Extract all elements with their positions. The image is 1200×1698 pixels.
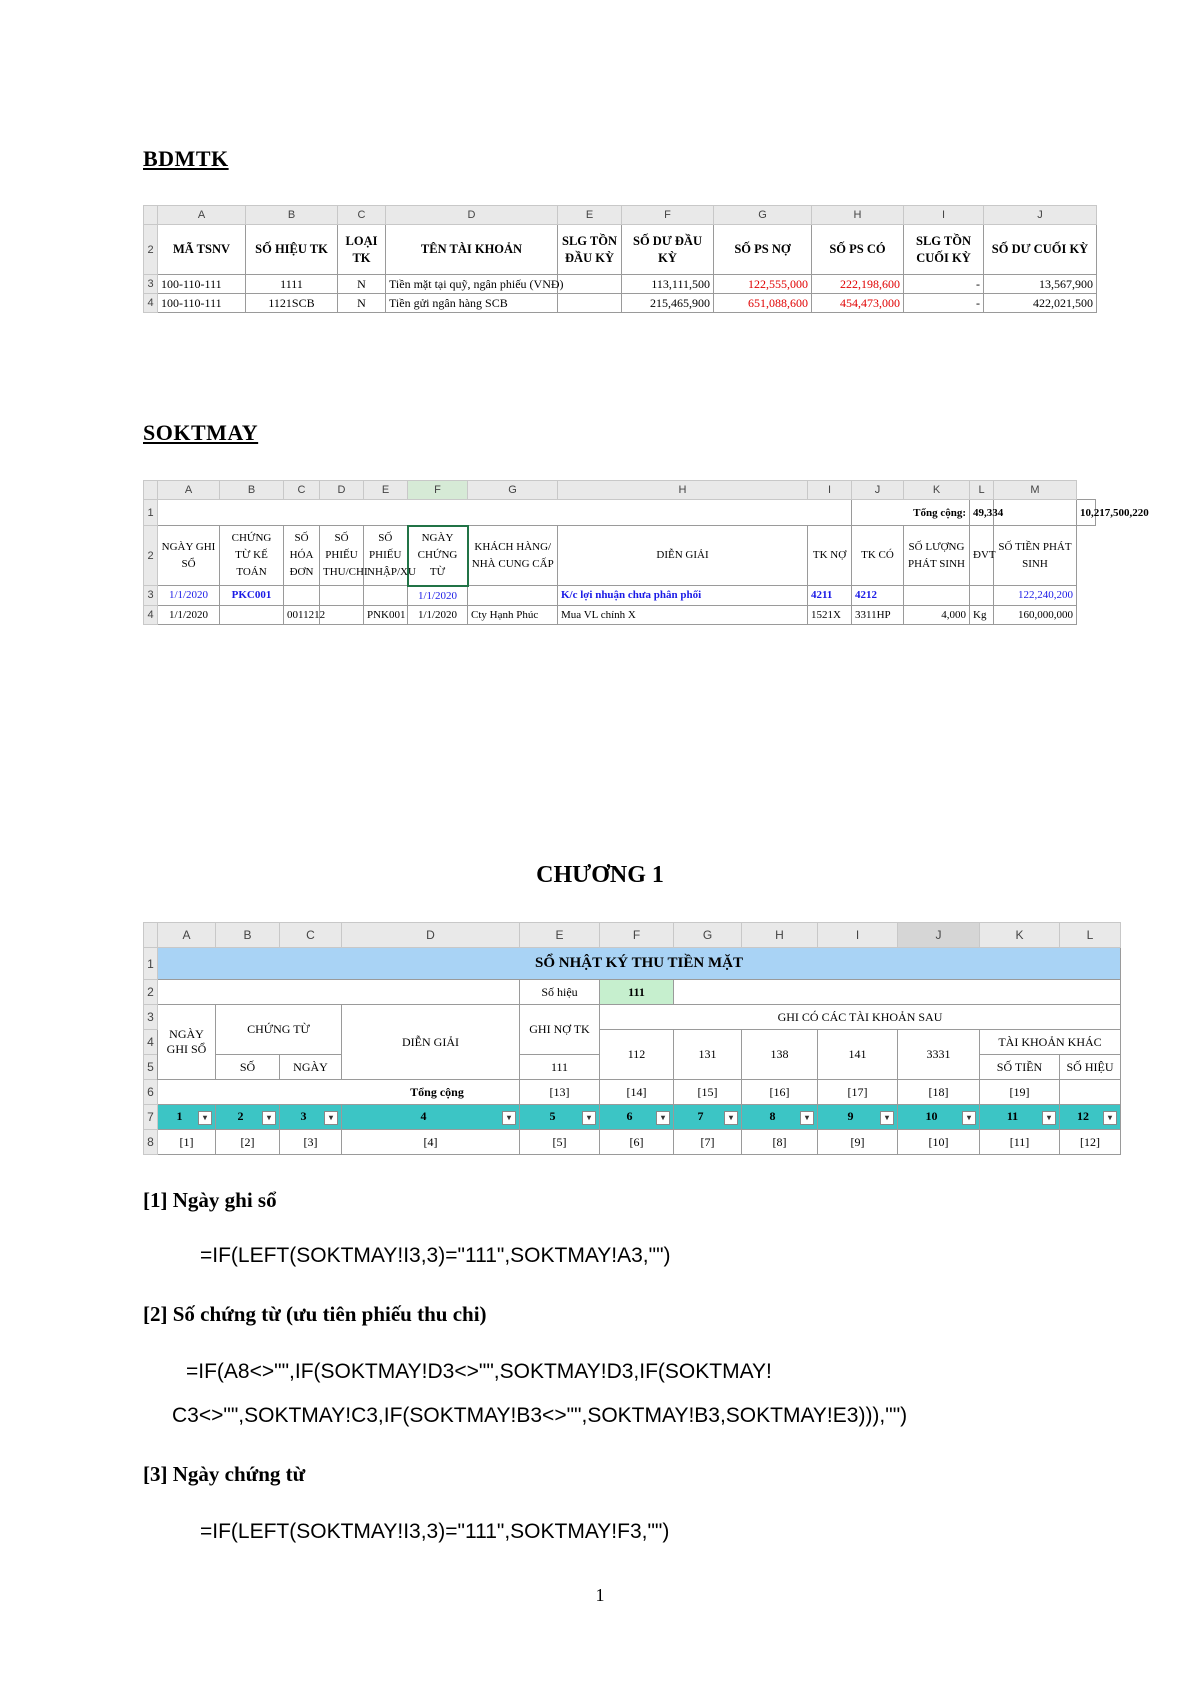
cell[interactable]: 0011212 xyxy=(284,605,320,624)
column-header[interactable]: E xyxy=(364,481,408,500)
header-cell: SỐ HIỆU TK xyxy=(246,225,338,275)
column-header[interactable]: L xyxy=(970,481,994,500)
cell[interactable]: N xyxy=(338,294,386,313)
bdmtk-table xyxy=(143,205,1097,313)
cell[interactable]: 1/1/2020 xyxy=(158,605,220,624)
header-cell: SỐ PS CÓ xyxy=(812,225,904,275)
column-header[interactable]: F xyxy=(622,206,714,225)
row-number[interactable]: 5 xyxy=(144,1055,158,1080)
filter-dropdown-icon[interactable]: ▾ xyxy=(582,1111,596,1125)
formula-ngay-ghi-so: =IF(LEFT(SOKTMAY!I3,3)="111",SOKTMAY!A3,"") xyxy=(200,1244,671,1267)
column-header[interactable]: J xyxy=(898,923,980,948)
row-number[interactable]: 4 xyxy=(144,1030,158,1055)
header-cell: TÊN TÀI KHOẢN xyxy=(386,225,558,275)
column-header[interactable]: A xyxy=(158,206,246,225)
row-number[interactable]: 7 xyxy=(144,1105,158,1130)
header-cell: 111 xyxy=(520,1055,600,1080)
column-number: 11 xyxy=(1006,1109,1019,1123)
filter-column-header[interactable] xyxy=(342,1105,520,1130)
total-ref[interactable]: [14] xyxy=(600,1080,674,1105)
column-header[interactable]: G xyxy=(468,481,558,500)
cell[interactable]: - xyxy=(904,275,984,294)
cell[interactable] xyxy=(994,500,1077,526)
ref-cell[interactable]: [10] xyxy=(898,1130,980,1155)
filter-column-header[interactable] xyxy=(818,1105,898,1130)
filter-dropdown-icon[interactable]: ▾ xyxy=(262,1111,276,1125)
header-cell: SỐ PS NỢ xyxy=(714,225,812,275)
column-header[interactable]: F xyxy=(408,481,468,500)
cell[interactable] xyxy=(468,586,558,606)
total-ref[interactable]: [15] xyxy=(674,1080,742,1105)
total-ref[interactable]: [19] xyxy=(980,1080,1060,1105)
formula-so-chung-tu-line2: C3<>"",SOKTMAY!C3,IF(SOKTMAY!B3<>"",SOKTMAY!B3,SOKTMAY!E3))),"") xyxy=(172,1404,908,1427)
column-header[interactable]: M xyxy=(994,481,1077,500)
column-header[interactable]: I xyxy=(818,923,898,948)
formula-ngay-chung-tu: =IF(LEFT(SOKTMAY!I3,3)="111",SOKTMAY!F3,"") xyxy=(200,1520,670,1543)
note-title-ngay-ghi-so: [1] Ngày ghi sổ xyxy=(143,1188,277,1212)
corner-cell xyxy=(144,923,158,948)
column-header[interactable]: H xyxy=(812,206,904,225)
filter-dropdown-icon[interactable]: ▾ xyxy=(656,1111,670,1125)
page-number: 1 xyxy=(595,1585,605,1605)
journal-title: SỔ NHẬT KÝ THU TIỀN MẶT xyxy=(158,948,1121,980)
total-quantity[interactable]: 49,334 xyxy=(970,500,994,526)
column-header[interactable]: E xyxy=(520,923,600,948)
total-ref[interactable]: [18] xyxy=(898,1080,980,1105)
account-header: 138 xyxy=(742,1030,818,1080)
column-header[interactable]: B xyxy=(220,481,284,500)
column-header[interactable]: A xyxy=(158,923,216,948)
column-number: 12 xyxy=(1077,1109,1089,1123)
corner-cell xyxy=(144,206,158,225)
cell[interactable]: 3311HP xyxy=(852,605,904,624)
row-number[interactable]: 1 xyxy=(144,500,158,526)
column-header[interactable]: B xyxy=(246,206,338,225)
column-number: 3 xyxy=(300,1109,307,1123)
cell[interactable]: 422,021,500 xyxy=(984,294,1097,313)
account-header: 131 xyxy=(674,1030,742,1080)
row-number[interactable]: 8 xyxy=(144,1130,158,1155)
header-cell: SỐ PHIẾU THU/CHI xyxy=(320,526,364,586)
row-number[interactable]: 6 xyxy=(144,1080,158,1105)
filter-column-header[interactable] xyxy=(674,1105,742,1130)
cell[interactable]: 1111 xyxy=(246,275,338,294)
total-label[interactable]: Tổng cộng: xyxy=(852,500,970,526)
cell[interactable] xyxy=(158,500,852,526)
header-cell: SỐ DƯ ĐẦU KỲ xyxy=(622,225,714,275)
header-cell: ĐVT xyxy=(970,526,994,586)
cell[interactable] xyxy=(158,980,520,1005)
row-number[interactable]: 3 xyxy=(144,586,158,606)
table-row xyxy=(144,294,1097,313)
header-cell: SỐ LƯỢNG PHÁT SINH xyxy=(904,526,970,586)
filter-dropdown-icon[interactable]: ▾ xyxy=(724,1111,738,1125)
filter-column-header[interactable] xyxy=(898,1105,980,1130)
filter-dropdown-icon[interactable]: ▾ xyxy=(1042,1111,1056,1125)
column-header[interactable]: J xyxy=(984,206,1097,225)
column-header[interactable]: C xyxy=(338,206,386,225)
note-title-so-chung-tu: [2] Số chứng từ (ưu tiên phiếu thu chi) xyxy=(143,1302,487,1326)
row-number[interactable]: 2 xyxy=(144,225,158,275)
column-number: 9 xyxy=(847,1109,854,1123)
header-cell: DIỄN GIẢI xyxy=(558,526,808,586)
ref-cell[interactable]: [2] xyxy=(216,1130,280,1155)
ref-cell[interactable]: [1] xyxy=(158,1130,216,1155)
soktmay-section-title: SOKTMAY xyxy=(143,420,259,445)
filter-column-header[interactable] xyxy=(980,1105,1060,1130)
row-number[interactable]: 1 xyxy=(144,948,158,980)
column-header[interactable]: A xyxy=(158,481,220,500)
total-ref[interactable]: [16] xyxy=(742,1080,818,1105)
header-cell: NGÀY GHI SỔ xyxy=(158,526,220,586)
total-ref[interactable]: [17] xyxy=(818,1080,898,1105)
cell[interactable]: 454,473,000 xyxy=(812,294,904,313)
column-header[interactable]: G xyxy=(674,923,742,948)
column-header[interactable]: D xyxy=(320,481,364,500)
account-header: 3331 xyxy=(898,1030,980,1080)
row-number[interactable]: 4 xyxy=(144,605,158,624)
header-cell: SỐ PHIẾU NHẬP/XU xyxy=(364,526,408,586)
column-header[interactable]: D xyxy=(342,923,520,948)
ref-cell[interactable]: [8] xyxy=(742,1130,818,1155)
header-cell: SLG TỒN ĐẦU KỲ xyxy=(558,225,622,275)
column-header[interactable]: J xyxy=(852,481,904,500)
cell[interactable]: 100-110-111 xyxy=(158,294,246,313)
cell[interactable]: 122,555,000 xyxy=(714,275,812,294)
cell[interactable]: Tiền mặt tại quỹ, ngân phiếu (VNĐ) xyxy=(386,275,558,294)
formula-so-chung-tu-line1: =IF(A8<>"",IF(SOKTMAY!D3<>"",SOKTMAY!D3,IF(SOKTMAY! xyxy=(186,1360,772,1383)
ref-cell[interactable]: [12] xyxy=(1060,1130,1121,1155)
cell[interactable]: 1/1/2020 xyxy=(158,586,220,606)
cell[interactable]: 160,000,000 xyxy=(994,605,1077,624)
cell[interactable]: PNK001 xyxy=(364,605,408,624)
account-header: 112 xyxy=(600,1030,674,1080)
column-header[interactable]: K xyxy=(980,923,1060,948)
cell[interactable]: 13,567,900 xyxy=(984,275,1097,294)
column-header[interactable]: H xyxy=(558,481,808,500)
column-header[interactable]: H xyxy=(742,923,818,948)
cell[interactable]: 1121SCB xyxy=(246,294,338,313)
filter-column-header[interactable] xyxy=(742,1105,818,1130)
header-cell: MÃ TSNV xyxy=(158,225,246,275)
filter-dropdown-icon[interactable]: ▾ xyxy=(880,1111,894,1125)
header-cell: GHI CÓ CÁC TÀI KHOẢN SAU xyxy=(600,1005,1121,1030)
note-title-ngay-chung-tu: [3] Ngày chứng từ xyxy=(143,1462,306,1486)
cell[interactable]: 1521X xyxy=(808,605,852,624)
cell[interactable]: 113,111,500 xyxy=(622,275,714,294)
cell[interactable]: PKC001 xyxy=(220,586,284,606)
account-header: 141 xyxy=(818,1030,898,1080)
column-header[interactable]: D xyxy=(386,206,558,225)
column-header[interactable]: B xyxy=(216,923,280,948)
column-number: 4 xyxy=(420,1109,427,1123)
column-header[interactable]: E xyxy=(558,206,622,225)
soktmay-table xyxy=(143,480,1149,625)
column-number: 1 xyxy=(176,1109,183,1123)
header-cell: GHI NỢ TK xyxy=(520,1005,600,1055)
filter-dropdown-icon[interactable]: ▾ xyxy=(502,1111,516,1125)
filter-column-header[interactable] xyxy=(158,1105,216,1130)
header-cell: SỐ HÓA ĐƠN xyxy=(284,526,320,586)
column-header[interactable]: C xyxy=(284,481,320,500)
header-cell: SỐ TIỀN PHÁT SINH xyxy=(994,526,1077,586)
cell[interactable]: 1/1/2020 xyxy=(408,586,468,606)
chapter-title: CHƯƠNG 1 xyxy=(536,862,664,888)
header-cell: CHỨNG TỪ KẾ TOÁN xyxy=(220,526,284,586)
cell[interactable] xyxy=(1060,1080,1121,1105)
column-header[interactable]: I xyxy=(808,481,852,500)
filter-dropdown-icon[interactable]: ▾ xyxy=(198,1111,212,1125)
ref-cell[interactable]: [9] xyxy=(818,1130,898,1155)
cell[interactable] xyxy=(284,586,320,606)
header-cell: SỐ xyxy=(216,1055,280,1080)
header-cell: TK NỢ xyxy=(808,526,852,586)
column-number: 5 xyxy=(549,1109,556,1123)
so-hieu-value[interactable]: 111 xyxy=(600,980,674,1005)
cell[interactable] xyxy=(320,586,364,606)
cell[interactable]: Cty Hạnh Phúc xyxy=(468,605,558,624)
filter-column-header[interactable] xyxy=(520,1105,600,1130)
filter-dropdown-icon[interactable]: ▾ xyxy=(1103,1111,1117,1125)
cell[interactable] xyxy=(674,980,1121,1005)
cell[interactable]: 4211 xyxy=(808,586,852,606)
cell[interactable]: 4,000 xyxy=(904,605,970,624)
column-header[interactable]: G xyxy=(714,206,812,225)
header-cell: SỐ TIỀN xyxy=(980,1055,1060,1080)
header-cell: NGÀY CHỨNG TỪ xyxy=(408,526,468,586)
column-header[interactable]: C xyxy=(280,923,342,948)
column-header[interactable]: L xyxy=(1060,923,1121,948)
cell[interactable] xyxy=(320,605,364,624)
column-header[interactable]: I xyxy=(904,206,984,225)
ref-cell[interactable]: [7] xyxy=(674,1130,742,1155)
cell[interactable] xyxy=(904,586,970,606)
filter-dropdown-icon[interactable]: ▾ xyxy=(962,1111,976,1125)
header-cell: SỐ HIỆU xyxy=(1060,1055,1121,1080)
cell[interactable]: 222,198,600 xyxy=(812,275,904,294)
filter-dropdown-icon[interactable]: ▾ xyxy=(324,1111,338,1125)
column-number: 8 xyxy=(769,1109,776,1123)
header-cell: KHÁCH HÀNG/ NHÀ CUNG CẤP xyxy=(468,526,558,586)
row-number[interactable]: 3 xyxy=(144,275,158,294)
total-ref[interactable]: [13] xyxy=(520,1080,600,1105)
filter-column-header[interactable] xyxy=(216,1105,280,1130)
column-number: 2 xyxy=(237,1109,244,1123)
header-cell: NGÀY GHI SỔ xyxy=(158,1005,216,1080)
filter-column-header[interactable] xyxy=(1060,1105,1121,1130)
cell[interactable]: 122,240,200 xyxy=(994,586,1077,606)
cell[interactable] xyxy=(970,586,994,606)
table-row xyxy=(144,605,1096,624)
row-number[interactable]: 4 xyxy=(144,294,158,313)
row-number[interactable]: 2 xyxy=(144,980,158,1005)
bdmtk-section-title: BDMTK xyxy=(143,146,229,171)
cash-receipt-journal-table xyxy=(143,922,1121,1155)
row-number[interactable]: 3 xyxy=(144,1005,158,1030)
header-cell: SLG TỒN CUỐI KỲ xyxy=(904,225,984,275)
cell[interactable] xyxy=(558,275,622,294)
cell[interactable]: 1/1/2020 xyxy=(408,605,468,624)
column-header[interactable]: F xyxy=(600,923,674,948)
ref-cell[interactable]: [11] xyxy=(980,1130,1060,1155)
column-number: 10 xyxy=(925,1109,938,1123)
filter-column-header[interactable] xyxy=(280,1105,342,1130)
filter-dropdown-icon[interactable]: ▾ xyxy=(800,1111,814,1125)
corner-cell xyxy=(144,481,158,500)
ref-cell[interactable]: [6] xyxy=(600,1130,674,1155)
cell[interactable]: N xyxy=(338,275,386,294)
ref-cell[interactable]: [4] xyxy=(342,1130,520,1155)
header-cell: TK CÓ xyxy=(852,526,904,586)
cell[interactable]: 651,088,600 xyxy=(714,294,812,313)
header-cell: NGÀY xyxy=(280,1055,342,1080)
cell[interactable]: Kg xyxy=(970,605,994,624)
header-cell: CHỨNG TỪ xyxy=(216,1005,342,1055)
ref-cell[interactable]: [5] xyxy=(520,1130,600,1155)
cell[interactable]: Mua VL chính X xyxy=(558,605,808,624)
cell[interactable]: Tiền gửi ngân hàng SCB xyxy=(386,294,558,313)
total-amount[interactable]: 10,217,500,220 xyxy=(1077,500,1096,526)
cell[interactable]: - xyxy=(904,294,984,313)
total-label: Tổng cộng xyxy=(158,1080,520,1105)
cell[interactable] xyxy=(364,586,408,606)
so-hieu-label: Số hiệu xyxy=(520,980,600,1005)
column-number: 6 xyxy=(626,1109,633,1123)
header-cell: TÀI KHOẢN KHÁC xyxy=(980,1030,1121,1055)
header-cell: DIỄN GIẢI xyxy=(342,1005,520,1080)
row-number[interactable]: 2 xyxy=(144,526,158,586)
header-cell: SỐ DƯ CUỐI KỲ xyxy=(984,225,1097,275)
cell[interactable] xyxy=(220,605,284,624)
cell[interactable]: 215,465,900 xyxy=(622,294,714,313)
filter-column-header[interactable] xyxy=(600,1105,674,1130)
cell[interactable]: 4212 xyxy=(852,586,904,606)
table-row xyxy=(144,275,1097,294)
column-header[interactable]: K xyxy=(904,481,970,500)
cell[interactable]: K/c lợi nhuận chưa phân phối xyxy=(558,586,808,606)
ref-cell[interactable]: [3] xyxy=(280,1130,342,1155)
column-number: 7 xyxy=(697,1109,704,1123)
header-cell: LOẠI TK xyxy=(338,225,386,275)
cell[interactable]: 100-110-111 xyxy=(158,275,246,294)
cell[interactable] xyxy=(558,294,622,313)
table-row xyxy=(144,586,1096,606)
